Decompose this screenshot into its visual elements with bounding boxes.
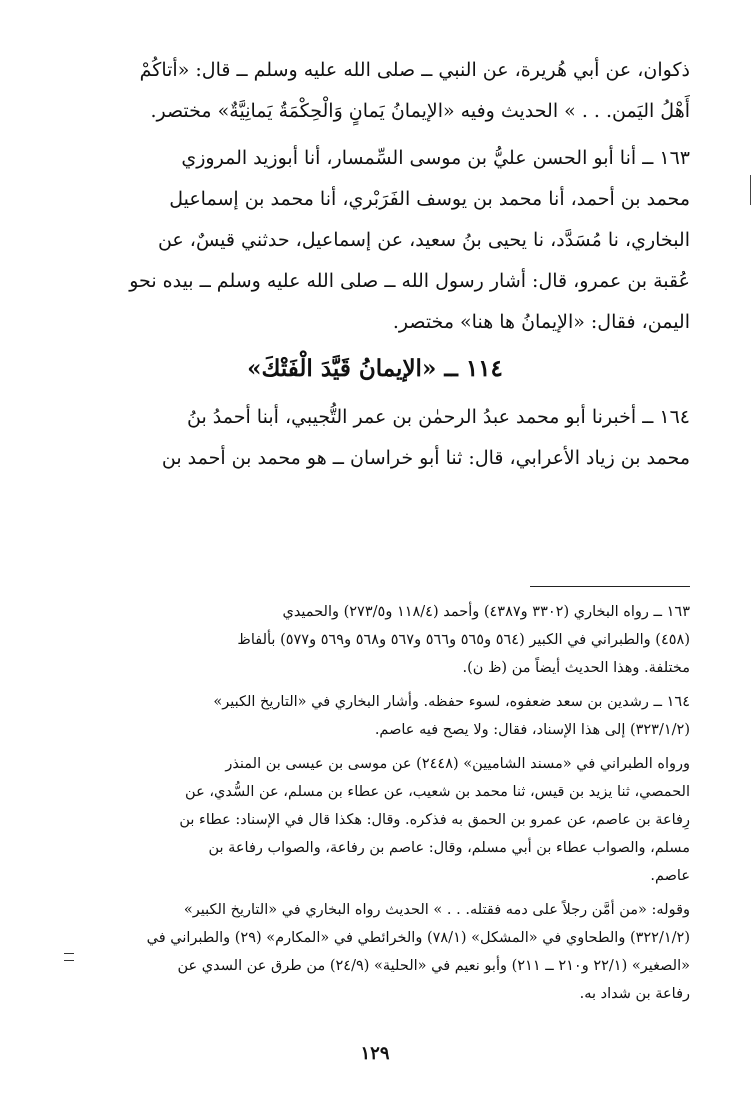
footnote-line: (٤٥٨) والطبراني في الكبير (٥٦٤ و٥٦٥ و٥٦٦ و٥٦٧ و٥٦٨ و٥٦٩ و٥٧٧) بألفاظ bbox=[237, 632, 690, 648]
page-number: ١٢٩ bbox=[360, 1043, 390, 1064]
continuation-paragraph bbox=[60, 50, 690, 132]
footnote-line: وقوله: «من أمَّن رجلاً على دمه فقتله. . . » الحديث رواه البخاري في «التاريخ الكبير» bbox=[183, 902, 690, 918]
footnote-separator bbox=[530, 586, 690, 587]
text-line: ١٦٣ ــ أنا أبو الحسن عليُّ بن موسى السِّمسار، أنا أبوزيد المروزي bbox=[181, 147, 690, 169]
footnote-line: «الصغير» (٢٢/١ و٢١٠ ــ ٢١١) وأبو نعيم في «الحلية» (٢٤/٩) من طرق عن السدي عن bbox=[177, 958, 690, 974]
page-edge-mark bbox=[750, 175, 751, 205]
footnote-line: الحمصي، ثنا يزيد بن قيس، ثنا محمد بن شعيب، عن عطاء بن مسلم، عن السُّدي، عن bbox=[185, 784, 690, 800]
text-line: اليمن، فقال: «الإيمانُ ها هنا» مختصر. bbox=[392, 311, 690, 333]
footnote-line: مختلفة. وهذا الحديث أيضاً من (ظ ن). bbox=[462, 660, 690, 676]
hadith-163-paragraph bbox=[60, 138, 690, 343]
footnote-line: ورواه الطبراني في «مسند الشاميين» (٢٤٤٨) عن موسى بن عيسى بن المنذر bbox=[225, 756, 690, 772]
text-line: ١٦٤ ــ أخبرنا أبو محمد عبدُ الرحمٰن بن عمر التُّجيبي، أبنا أحمدُ بنُ bbox=[187, 406, 690, 428]
text-line: محمد بن أحمد، أنا محمد بن يوسف الفَرَبْري، أنا محمد بن إسماعيل bbox=[169, 188, 690, 210]
footnote-qawluhu bbox=[60, 896, 690, 1008]
book-page bbox=[60, 50, 690, 1064]
text-line: أَهْلُ اليَمن. . . » الحديث وفيه «الإيمانُ يَمانٍ وَالْحِكْمَةُ يَمانِيَّةٌ» مختصر. bbox=[150, 100, 690, 122]
footnote-line: عاصم. bbox=[650, 868, 690, 884]
margin-mark bbox=[64, 953, 74, 961]
footnote-line: (٣٢٢/١/٢) والطحاوي في «المشكل» (٧٨/١) والخرائطي في «المكارم» (٢٩) والطبراني في bbox=[146, 930, 690, 946]
text-line: محمد بن زياد الأعرابي، قال: ثنا أبو خراسان ــ هو محمد بن أحمد بن bbox=[161, 447, 690, 469]
text-line: البخاري، نا مُسَدَّد، نا يحيى بنُ سعيد، عن إسماعيل، حدثني قيسٌ، عن bbox=[157, 229, 690, 251]
footnote-tabarani bbox=[60, 750, 690, 890]
footnote-163 bbox=[60, 598, 690, 682]
text-line: عُقبة بن عمرو، قال: أشار رسول الله ــ صلى الله عليه وسلم ــ بيده نحو bbox=[129, 270, 690, 292]
footnote-line: رِفاعة بن عاصم، عن عمرو بن الحمق به فذكره. وقال: هكذا قال في الإسناد: عطاء بن bbox=[179, 812, 690, 828]
text-line: ذكوان، عن أبي هُريرة، عن النبي ــ صلى الله عليه وسلم ــ قال: «أتاكُمْ bbox=[139, 59, 690, 81]
chapter-heading: ١١٤ ــ «الإيمانُ قَيَّدَ الْفَتْكَ» bbox=[247, 355, 503, 382]
footnote-line: رفاعة بن شداد به. bbox=[579, 986, 690, 1002]
footnote-line: (٣٢٣/١/٢) إلى هذا الإسناد، فقال: ولا يصح فيه عاصم. bbox=[374, 722, 690, 738]
footnote-line: ١٦٤ ــ رشدين بن سعد ضعفوه، لسوء حفظه. وأشار البخاري في «التاريخ الكبير» bbox=[213, 694, 690, 710]
footnote-line: ١٦٣ ــ رواه البخاري (٣٣٠٢ و٤٣٨٧) وأحمد (١١٨/٤ و٢٧٣/٥) والحميدي bbox=[282, 604, 690, 620]
footnote-164 bbox=[60, 688, 690, 744]
footnote-line: مسلم، والصواب عطاء بن أبي مسلم، وقال: عاصم بن رفاعة، والصواب رفاعة بن bbox=[208, 840, 690, 856]
footnotes bbox=[60, 598, 690, 1014]
hadith-164-paragraph bbox=[60, 397, 690, 479]
